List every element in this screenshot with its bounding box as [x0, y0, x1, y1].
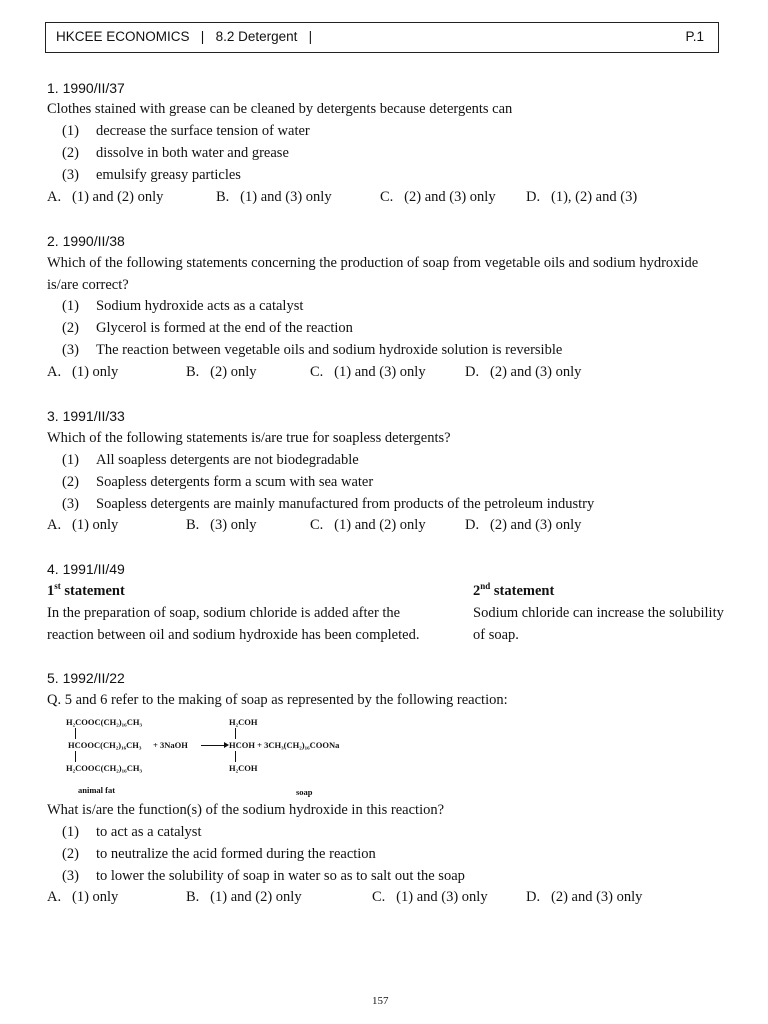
option-text: (1) and (3) only: [396, 889, 488, 905]
header-separator: |: [200, 29, 205, 44]
item-text: dissolve in both water and grease: [96, 145, 289, 161]
option-letter: D.: [526, 889, 541, 905]
reactant-line: H₂COOC(CH₂)₁₆CH₃: [66, 763, 143, 773]
item-text: to neutralize the acid formed during the reaction: [96, 846, 376, 862]
item-number: (1): [62, 824, 79, 840]
option-text: (2) and (3) only: [489, 364, 582, 380]
answer-option-c[interactable]: [310, 364, 426, 381]
option-text: (2) and (3) only: [404, 189, 496, 205]
option-text: (1) only: [71, 364, 119, 380]
option-text: (1) and (3) only: [334, 364, 426, 380]
label-superscript: st: [54, 581, 61, 592]
item-text: All soapless detergents are not biodegradable: [96, 452, 359, 468]
option-text: (2) and (3) only: [489, 517, 582, 533]
option-text: (1) and (3) only: [240, 189, 332, 205]
option-letter: D.: [465, 517, 480, 533]
reagent-label: + 3NaOH: [153, 740, 188, 750]
reactant-line: HCOOC(CH₂)₁₆CH₃: [68, 740, 142, 750]
option-letter: C.: [310, 364, 324, 380]
answer-option-b[interactable]: [216, 189, 332, 206]
reactant-line: H₂COOC(CH₂)₁₆CH₃: [66, 717, 143, 727]
item-number: (2): [62, 474, 79, 490]
answer-option-a[interactable]: [47, 364, 118, 381]
question-stem: What is/are the function(s) of the sodium hydroxide in this reaction?: [47, 802, 445, 818]
item-number: (2): [62, 846, 79, 862]
answer-option-a[interactable]: [47, 517, 118, 534]
answer-option-c[interactable]: [310, 517, 426, 534]
product-caption: soap: [296, 787, 313, 797]
item-number: (1): [62, 298, 79, 314]
question-heading: 2. 1990/II/38: [47, 233, 125, 249]
question-stem: Which of the following statements is/are true for soapless detergents?: [47, 430, 451, 446]
item-text: decrease the surface tension of water: [96, 123, 310, 139]
item-text: Soapless detergents form a scum with sea water: [96, 474, 374, 490]
option-letter: C.: [380, 189, 394, 205]
header-page-label: P.1: [685, 29, 704, 44]
answer-option-a[interactable]: [47, 189, 163, 206]
option-text: (1), (2) and (3): [550, 189, 638, 205]
item-number: (3): [62, 167, 79, 183]
label-text: statement: [490, 583, 555, 599]
question-intro: Q. 5 and 6 refer to the making of soap as represented by the following reaction:: [47, 692, 508, 708]
label-number: 2: [473, 583, 481, 599]
item-text: The reaction between vegetable oils and sodium hydroxide solution is reversible: [96, 342, 563, 358]
answer-option-c[interactable]: [372, 889, 488, 906]
answer-option-a[interactable]: [47, 889, 118, 906]
option-text: (2) and (3) only: [550, 889, 643, 905]
item-number: (2): [62, 320, 79, 336]
option-letter: B.: [186, 517, 200, 533]
bond-line: [75, 751, 76, 762]
answer-option-b[interactable]: [186, 364, 256, 381]
item-number: (2): [62, 145, 79, 161]
product-line: H₂COH: [229, 763, 258, 773]
label-text: statement: [60, 583, 125, 599]
item-number: (3): [62, 342, 79, 358]
option-letter: C.: [372, 889, 386, 905]
header-title: [56, 29, 312, 44]
first-statement-text: reaction between oil and sodium hydroxide has been completed.: [47, 627, 420, 643]
second-statement-text: of soap.: [473, 627, 519, 643]
statement-item: [62, 342, 562, 359]
option-text: (3) only: [210, 517, 257, 533]
bond-line: [235, 728, 236, 739]
option-letter: A.: [47, 189, 62, 205]
statement-item: [62, 868, 465, 885]
label-superscript: nd: [480, 581, 491, 592]
option-text: (1) and (2) only: [71, 189, 164, 205]
header-topic: 8.2 Detergent: [215, 29, 298, 44]
item-number: (3): [62, 496, 79, 512]
question-heading: 1. 1990/II/37: [47, 80, 125, 96]
reactant-caption: animal fat: [78, 785, 116, 795]
statement-item: [62, 320, 353, 337]
question-heading: 4. 1991/II/49: [47, 561, 125, 577]
option-letter: A.: [47, 517, 62, 533]
item-text: Sodium hydroxide acts as a catalyst: [96, 298, 304, 314]
item-number: (3): [62, 868, 79, 884]
option-text: (1) and (2) only: [210, 889, 302, 905]
item-text: emulsify greasy particles: [96, 167, 241, 183]
bond-line: [75, 728, 76, 739]
statement-item: [62, 298, 303, 315]
item-text: Glycerol is formed at the end of the reaction: [96, 320, 353, 336]
header-subject: HKCEE ECONOMICS: [56, 29, 190, 44]
first-statement-label: [47, 583, 125, 600]
question-stem-line: Which of the following statements concerning the production of soap from vegetable oils and sodium hydroxide: [47, 255, 699, 271]
item-text: to lower the solubility of soap in water so as to salt out the soap: [96, 868, 465, 884]
answer-option-d[interactable]: [465, 517, 581, 534]
answer-option-c[interactable]: [380, 189, 496, 206]
product-line: HCOH + 3CH₃(CH₂)₁₆COONa: [229, 740, 340, 750]
answer-option-b[interactable]: [186, 517, 256, 534]
first-statement-text: In the preparation of soap, sodium chloride is added after the: [47, 605, 401, 621]
second-statement-label: [473, 583, 554, 600]
option-text: (1) and (2) only: [334, 517, 426, 533]
item-text: Soapless detergents are mainly manufactured from products of the petroleum industry: [96, 496, 595, 512]
bond-line: [235, 751, 236, 762]
option-letter: D.: [526, 189, 541, 205]
option-letter: B.: [216, 189, 230, 205]
option-letter: A.: [47, 889, 62, 905]
option-letter: B.: [186, 364, 200, 380]
label-number: 1: [47, 583, 55, 599]
page-header: [45, 22, 719, 53]
item-number: (1): [62, 123, 79, 139]
question-stem-line: is/are correct?: [47, 277, 129, 293]
question-heading: 5. 1992/II/22: [47, 670, 125, 686]
item-text: to act as a catalyst: [96, 824, 202, 840]
option-letter: D.: [465, 364, 480, 380]
statement-item: [62, 123, 310, 140]
option-text: (1) only: [71, 517, 119, 533]
option-text: (1) only: [71, 889, 119, 905]
answer-option-d[interactable]: [526, 189, 637, 206]
page-number: 157: [372, 995, 389, 1007]
reaction-equation: [62, 713, 362, 799]
second-statement-text: Sodium chloride can increase the solubility: [473, 605, 724, 621]
header-separator: |: [308, 29, 313, 44]
answer-option-b[interactable]: [186, 889, 302, 906]
statement-item: [62, 824, 201, 841]
option-text: (2) only: [210, 364, 257, 380]
answer-option-d[interactable]: [526, 889, 642, 906]
statement-item: [62, 452, 359, 469]
product-line: H₂COH: [229, 717, 258, 727]
statement-item: [62, 167, 241, 184]
option-letter: A.: [47, 364, 62, 380]
option-letter: C.: [310, 517, 324, 533]
option-letter: B.: [186, 889, 200, 905]
item-number: (1): [62, 452, 79, 468]
question-heading: 3. 1991/II/33: [47, 408, 125, 424]
statement-item: [62, 474, 373, 491]
answer-option-d[interactable]: [465, 364, 581, 381]
statement-item: [62, 496, 594, 513]
question-stem: Clothes stained with grease can be cleaned by detergents because detergents can: [47, 101, 513, 117]
statement-item: [62, 846, 376, 863]
statement-item: [62, 145, 289, 162]
